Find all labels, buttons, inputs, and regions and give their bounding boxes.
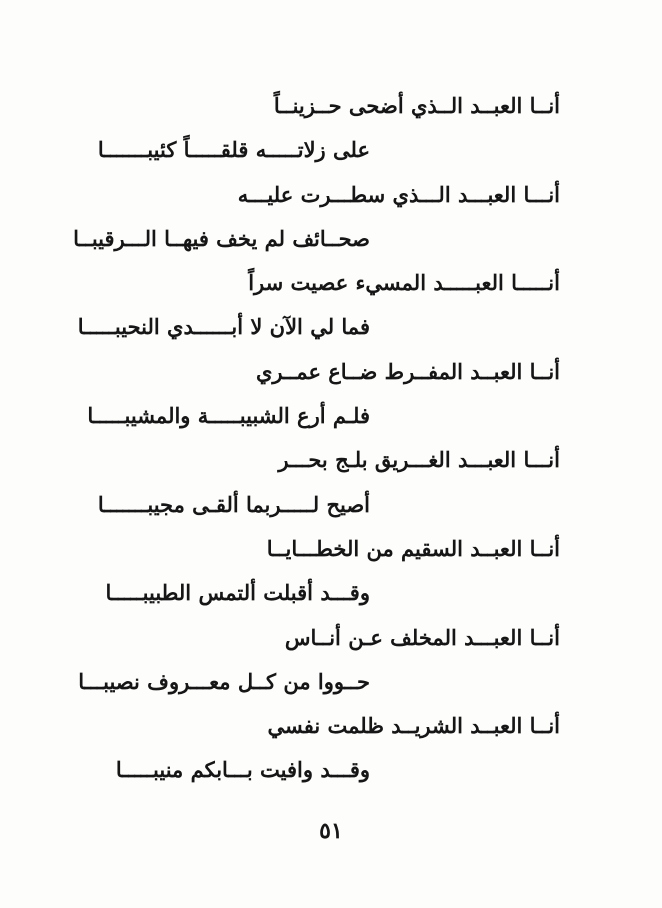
poem-line: فما لي الآن لا أبــــــدي النحيبـــــا [77, 314, 370, 340]
page-number: ٥١ [319, 818, 343, 844]
poem-line: وقـــد وافيت بـــابكم منيبـــــا [115, 757, 370, 783]
poem-line: أنـــا العبـــد الـــذي سطـــرت عليـــه [237, 181, 560, 207]
poem-line: أنــا العبـــد المخلف عـن أنــاس [284, 624, 560, 650]
poem-line: حــووا من كــل معـــروف نصيبـــا [78, 668, 370, 694]
poem-line: أنــا العبــد الشريــد ظلمت نفسي [267, 713, 560, 739]
poem [70, 84, 560, 793]
poem-line: على زلاتـــــه قلقـــــاً كئيبـــــــا [97, 137, 370, 163]
poem-line: أنـــــا العبـــــد المسيء عصيت سراً [248, 270, 560, 296]
poem-line: أنــا العبــد الــذي أضحى حــزينــاً [273, 93, 560, 118]
poem-line: أنــا العبــد المفــرط ضــاع عمــري [255, 358, 560, 384]
poem-line: أنــا العبــد السقيم من الخطـــايــا [266, 535, 560, 561]
poem-line: أصيح لـــــربما ألقـى مجيبـــــــا [97, 491, 370, 517]
poem-line: فلـم أرع الشبيبـــــة والمشيبـــــا [87, 403, 370, 429]
poem-line: وقـــد أقبلت ألتمس الطبيبـــــا [105, 580, 370, 606]
poem-line: أنـــا العبـــد الغـــريق بلـج بحـــر [278, 447, 560, 473]
poem-line: صحــائف لم يخف فيهــا الـــرقيبــا [73, 225, 370, 251]
